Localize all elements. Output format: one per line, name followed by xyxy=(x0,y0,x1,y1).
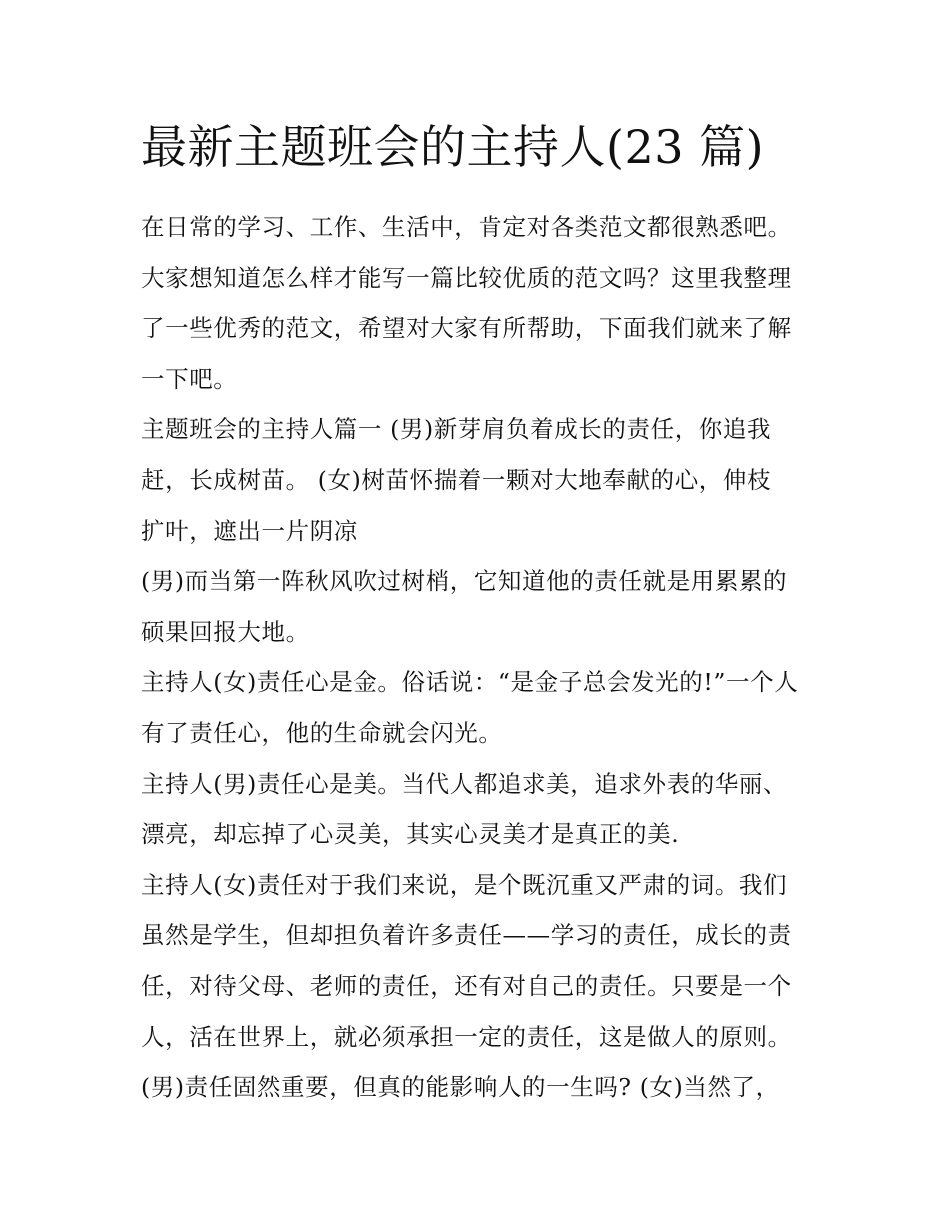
text-line: 虽然是学生，但却担负着许多责任——学习的责任，成长的责 xyxy=(141,921,792,950)
document-title: 最新主题班会的主持人(23 篇) xyxy=(141,120,765,174)
text-line: 在日常的学习、工作、生活中，肯定对各类范文都很熟悉吧。 xyxy=(141,213,792,241)
text-line: 一下吧。 xyxy=(141,364,238,393)
text-line: 人，活在世界上，就必须承担一定的责任，这是做人的原则。 xyxy=(141,1022,792,1051)
text-line: 主题班会的主持人篇一 (男)新芽肩负着成长的责任，你追我 xyxy=(141,415,772,444)
text-line: 任，对待父母、老师的责任，还有对自己的责任。只要是一个 xyxy=(141,971,792,1000)
document-page xyxy=(141,118,821,1113)
text-line: 主持人(男)责任心是美。当代人都追求美，追求外表的华丽、 xyxy=(141,769,788,798)
text-line: 硕果回报大地。 xyxy=(141,617,310,646)
document-body xyxy=(141,202,821,1113)
text-line: 大家想知道怎么样才能写一篇比较优质的范文吗？这里我整理 xyxy=(141,263,792,292)
text-line: 有了责任心，他的生命就会闪光。 xyxy=(141,718,503,747)
text-line: 了一些优秀的范文，希望对大家有所帮助，下面我们就来了解 xyxy=(141,314,792,343)
text-line: (男)责任固然重要，但真的能影响人的一生吗? (女)当然了， xyxy=(141,1073,780,1102)
text-line: 赶，长成树苗。 (女)树苗怀揣着一颗对大地奉献的心，伸枝 xyxy=(141,465,772,494)
text-line: 主持人(女)责任对于我们来说，是个既沉重又严肃的词。我们 xyxy=(141,870,788,899)
text-line: 主持人(女)责任心是金。俗话说：“是金子总会发光的!”一个人 xyxy=(141,668,799,697)
text-line: (男)而当第一阵秋风吹过树梢，它知道他的责任就是用累累的 xyxy=(141,567,788,596)
text-line: 扩叶，遮出一片阴凉 xyxy=(141,516,358,545)
text-line: 漂亮，却忘掉了心灵美，其实心灵美才是真正的美. xyxy=(141,820,680,849)
